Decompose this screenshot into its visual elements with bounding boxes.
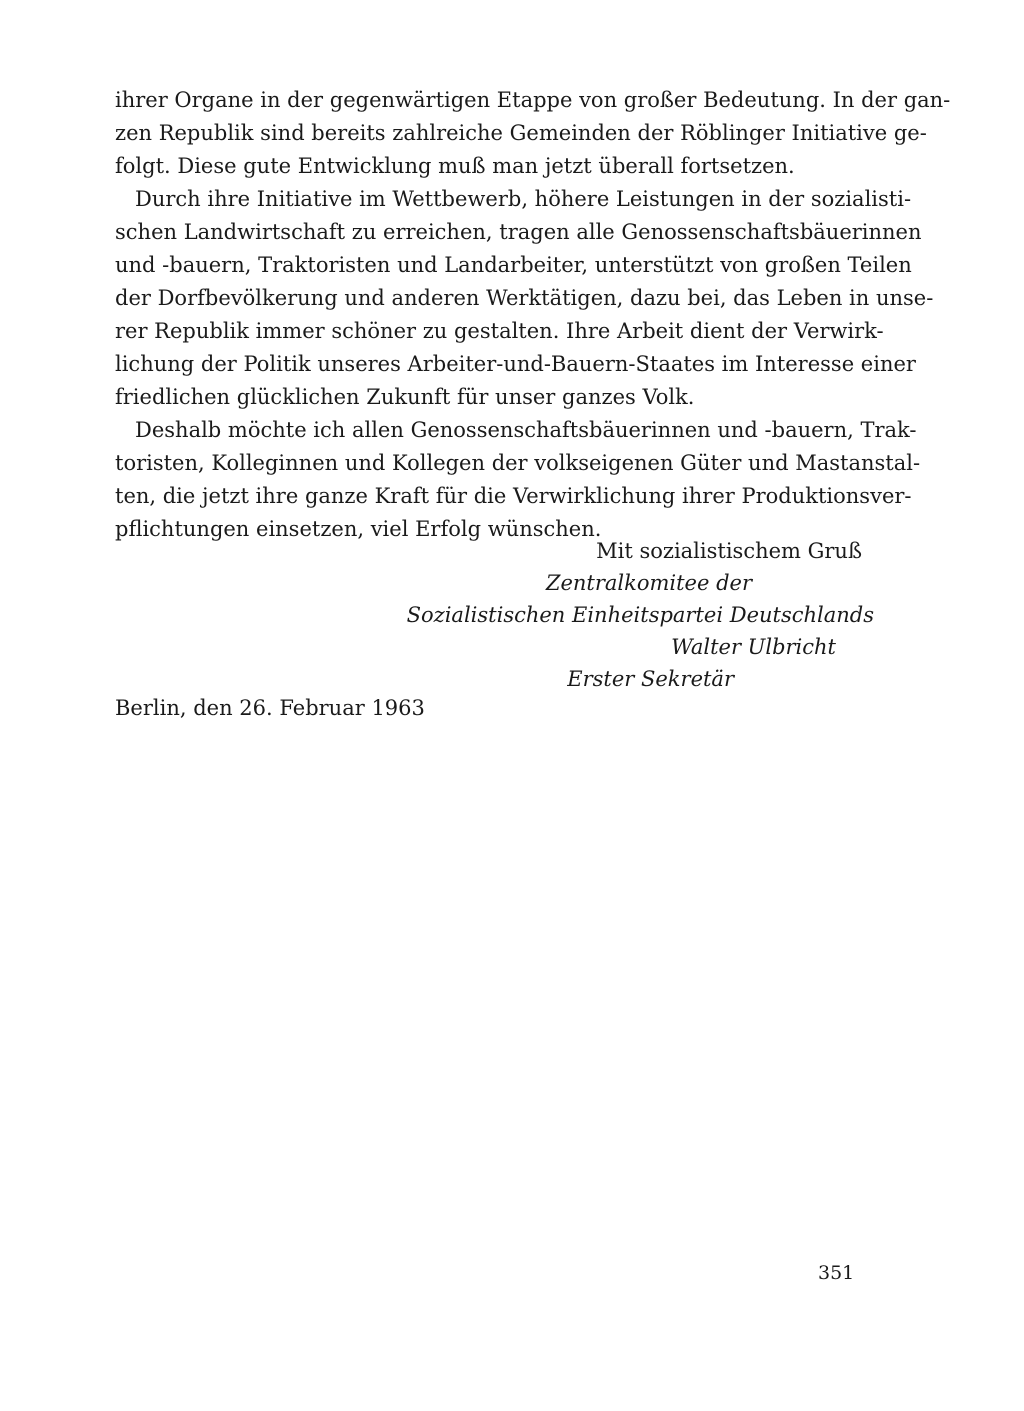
text-line: toristen, Kolleginnen und Kollegen der volkseigenen Güter und Mastanstal- — [115, 451, 921, 475]
text-line: ten, die jetzt ihre ganze Kraft für die Verwirklichung ihrer Produktionsver- — [115, 484, 912, 508]
paragraph-3 — [115, 414, 921, 546]
signature-block — [407, 535, 874, 695]
text-line: und -bauern, Traktoristen und Landarbeiter, unterstützt von großen Teilen — [115, 253, 912, 277]
signature-name: Walter Ulbricht — [671, 635, 836, 659]
signature-organization: Zentralkomitee der — [545, 571, 752, 595]
signature-title: Erster Sekretär — [567, 667, 734, 691]
text-line: pflichtungen einsetzen, viel Erfolg wünschen. — [115, 517, 602, 541]
page-number: 351 — [818, 1262, 855, 1284]
text-line: der Dorfbevölkerung und anderen Werktätigen, dazu bei, das Leben in unse- — [115, 286, 934, 310]
paragraph-1 — [115, 84, 951, 183]
text-line: Durch ihre Initiative im Wettbewerb, höhere Leistungen in der sozialisti- — [135, 187, 912, 211]
signature-party: Sozialistischen Einheitspartei Deutschlands — [406, 603, 874, 627]
text-line: schen Landwirtschaft zu erreichen, tragen alle Genossenschaftsbäuerinnen — [115, 220, 922, 244]
text-line: friedlichen glücklichen Zukunft für unser ganzes Volk. — [115, 385, 695, 409]
text-line: Deshalb möchte ich allen Genossenschaftsbäuerinnen und -bauern, Trak- — [135, 418, 917, 442]
text-line: ihrer Organe in der gegenwärtigen Etappe von großer Bedeutung. In der gan- — [115, 88, 951, 112]
paragraph-2 — [115, 183, 934, 414]
text-line: rer Republik immer schöner zu gestalten. Ihre Arbeit dient der Verwirk- — [115, 319, 884, 343]
text-line: zen Republik sind bereits zahlreiche Gemeinden der Röblinger Initiative ge- — [115, 121, 927, 145]
date-line: Berlin, den 26. Februar 1963 — [115, 696, 425, 720]
body-text — [115, 84, 951, 546]
text-line: folgt. Diese gute Entwicklung muß man jetzt überall fortsetzen. — [115, 154, 795, 178]
text-line: lichung der Politik unseres Arbeiter-und-Bauern-Staates im Interesse einer — [115, 352, 916, 376]
closing-greeting: Mit sozialistischem Gruß — [596, 539, 862, 563]
